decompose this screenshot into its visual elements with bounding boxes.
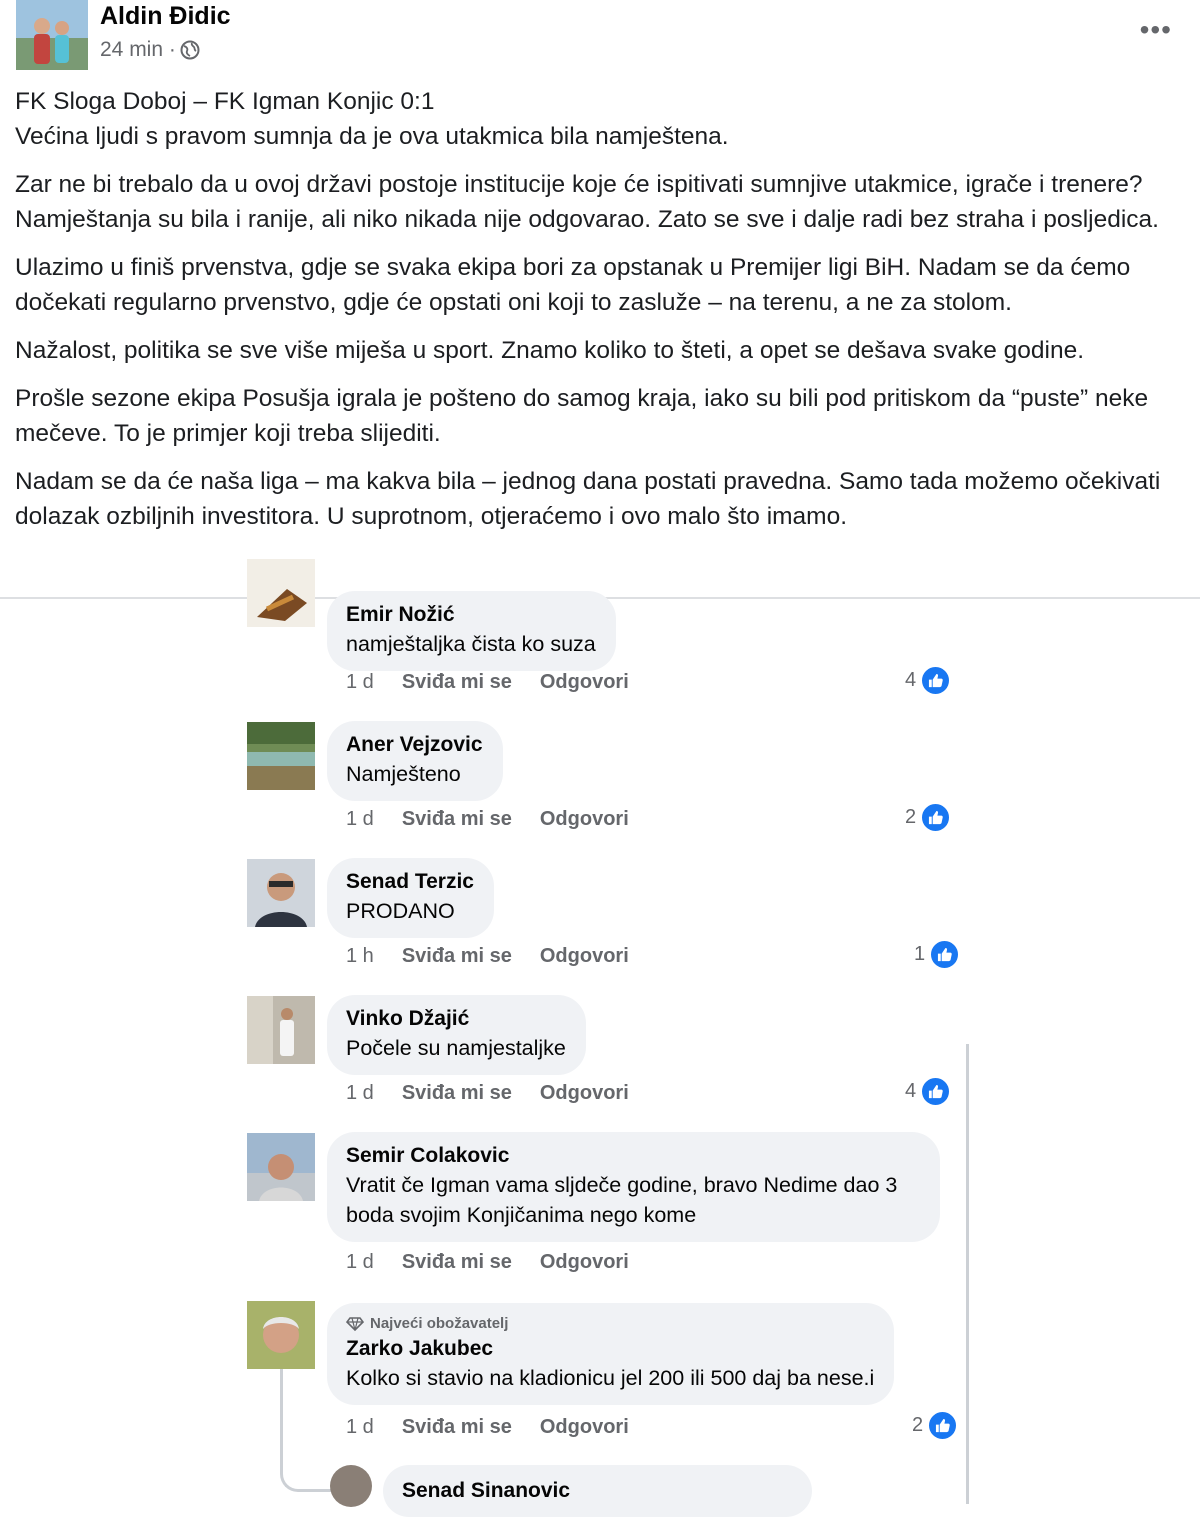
reaction-count[interactable] [905,802,951,833]
post-time[interactable]: 24 min · [100,38,176,61]
comment-text: PRODANO [346,899,455,923]
comment-time[interactable]: 1 d [346,1251,374,1273]
commenter-avatar[interactable] [247,996,315,1064]
commenter-name[interactable]: Senad Sinanovic [402,1479,571,1502]
thumbs-up-icon [920,665,951,696]
more-options-icon[interactable]: ••• [1139,14,1172,45]
commenter-name[interactable]: Emir Nožić [346,603,455,626]
reply-button[interactable]: Odgovori [539,1082,629,1104]
commenter-name[interactable]: Senad Terzic [346,870,474,893]
diamond-icon [346,1317,364,1331]
comment-time[interactable]: 1 d [346,1082,374,1104]
post-paragraph: Nadam se da će naša liga – ma kakva bila – jednog dana postati pravedna. Samo tada možemo očekivati dolazak ozbiljnih investitora. U suprotnom, otjeraćemo i ovo malo što imamo. [15,468,1161,530]
comment-bubble [327,858,494,938]
commenter-avatar[interactable] [247,1133,315,1201]
reaction-count[interactable] [912,1410,958,1441]
comment-actions [346,1251,629,1274]
post-paragraph: FK Sloga Doboj – FK Igman Konjic 0:1 Većina ljudi s pravom sumnja da je ova utakmica bila namještena. [15,88,729,150]
reply-button[interactable]: Odgovori [539,1251,629,1273]
like-button[interactable]: Sviđa mi se [401,1082,512,1104]
comment-actions [346,1416,629,1439]
comment-bubble [327,995,586,1075]
comment-actions [346,1082,629,1105]
globe-icon [180,40,200,60]
commenter-avatar[interactable] [247,859,315,927]
commenter-avatar[interactable] [247,559,315,627]
comment-actions [346,945,629,968]
post-meta [100,38,200,62]
commenter-avatar[interactable] [247,1301,315,1369]
like-button[interactable]: Sviđa mi se [401,1251,512,1273]
comment-bubble [327,591,616,671]
commenter-name[interactable]: Aner Vejzovic [346,733,483,756]
comment-text: Namješteno [346,762,461,786]
post-paragraph: Ulazimo u finiš prvenstva, gdje se svaka ekipa bori za opstanak u Premijer ligi BiH. Nadam se da ćemo dočekati regularno prvenstvo, gdje će opstati oni koji to zasluže – na terenu, a ne za stolom. [15,254,1131,316]
comment-text: namještaljka čista ko suza [346,632,596,656]
comment-bubble [327,1132,940,1242]
comment-text: Kolko si stavio na kladionicu jel 200 ili 500 daj ba nese.i [346,1366,875,1390]
thumbs-up-icon [920,1076,951,1107]
comment-time[interactable]: 1 d [346,671,374,693]
reaction-number: 1 [914,943,926,965]
reaction-number: 2 [912,1414,924,1436]
commenter-avatar[interactable] [247,722,315,790]
comment-time[interactable]: 1 d [346,808,374,830]
reply-connector [280,1369,333,1492]
reply-button[interactable]: Odgovori [539,1416,629,1438]
reply-button[interactable]: Odgovori [539,671,629,693]
badge-label: Najveći obožavatelj [370,1315,509,1332]
top-fan-badge [346,1313,874,1335]
comment-actions [346,808,629,831]
comment-bubble [327,721,503,801]
post-header [0,0,1200,80]
commenter-name[interactable]: Zarko Jakubec [346,1337,494,1360]
reply-button[interactable]: Odgovori [539,945,629,967]
author-avatar[interactable] [16,0,88,70]
post-paragraph: Zar ne bi trebalo da u ovoj državi postoje institucije koje će ispitivati sumnjive utakmice, igrače i trenere? Namještanja su bila i ranije, ali niko nikada nije odgovarao. Zato se sve i dalje radi bez straha i posljedica. [15,171,1159,233]
comments-screenshot [0,599,1200,1502]
author-name[interactable]: Aldin Đidic [100,2,231,30]
comment-bubble [327,1303,894,1405]
thumbs-up-icon [927,1410,958,1441]
commenter-name[interactable]: Vinko Džajić [346,1007,470,1030]
reaction-count[interactable] [914,939,960,970]
reply-button[interactable]: Odgovori [539,808,629,830]
commenter-name[interactable]: Semir Colakovic [346,1144,510,1167]
post-paragraph: Nažalost, politika se sve više miješa u sport. Znamo koliko to šteti, a opet se dešava svake godine. [15,337,1085,364]
like-button[interactable]: Sviđa mi se [401,1416,512,1438]
commenter-avatar[interactable] [330,1465,372,1507]
comment-text: Počele su namjestaljke [346,1036,566,1060]
like-button[interactable]: Sviđa mi se [401,808,512,830]
reaction-number: 4 [905,1080,917,1102]
thumbs-up-icon [920,802,951,833]
post-paragraph: Prošle sezone ekipa Posušja igrala je pošteno do samog kraja, iako su bili pod pritiskom da “puste” neke mečeve. To je primjer koji treba slijediti. [15,385,1149,447]
comment-time[interactable]: 1 d [346,1416,374,1438]
comment-text: Vratit če Igman vama sljdeče godine, bravo Nedime dao 3 boda svojim Konjičanima nego kome [346,1173,898,1227]
reaction-number: 2 [905,806,917,828]
reaction-count[interactable] [905,1076,951,1107]
comment-bubble [383,1465,812,1517]
reaction-count[interactable] [905,665,951,696]
comment-time[interactable]: 1 h [346,945,374,967]
thumbs-up-icon [929,939,960,970]
reaction-number: 4 [905,669,917,691]
comment-actions [346,671,629,694]
thread-line [966,1044,969,1504]
post-body [15,84,1185,547]
like-button[interactable]: Sviđa mi se [401,671,512,693]
like-button[interactable]: Sviđa mi se [401,945,512,967]
